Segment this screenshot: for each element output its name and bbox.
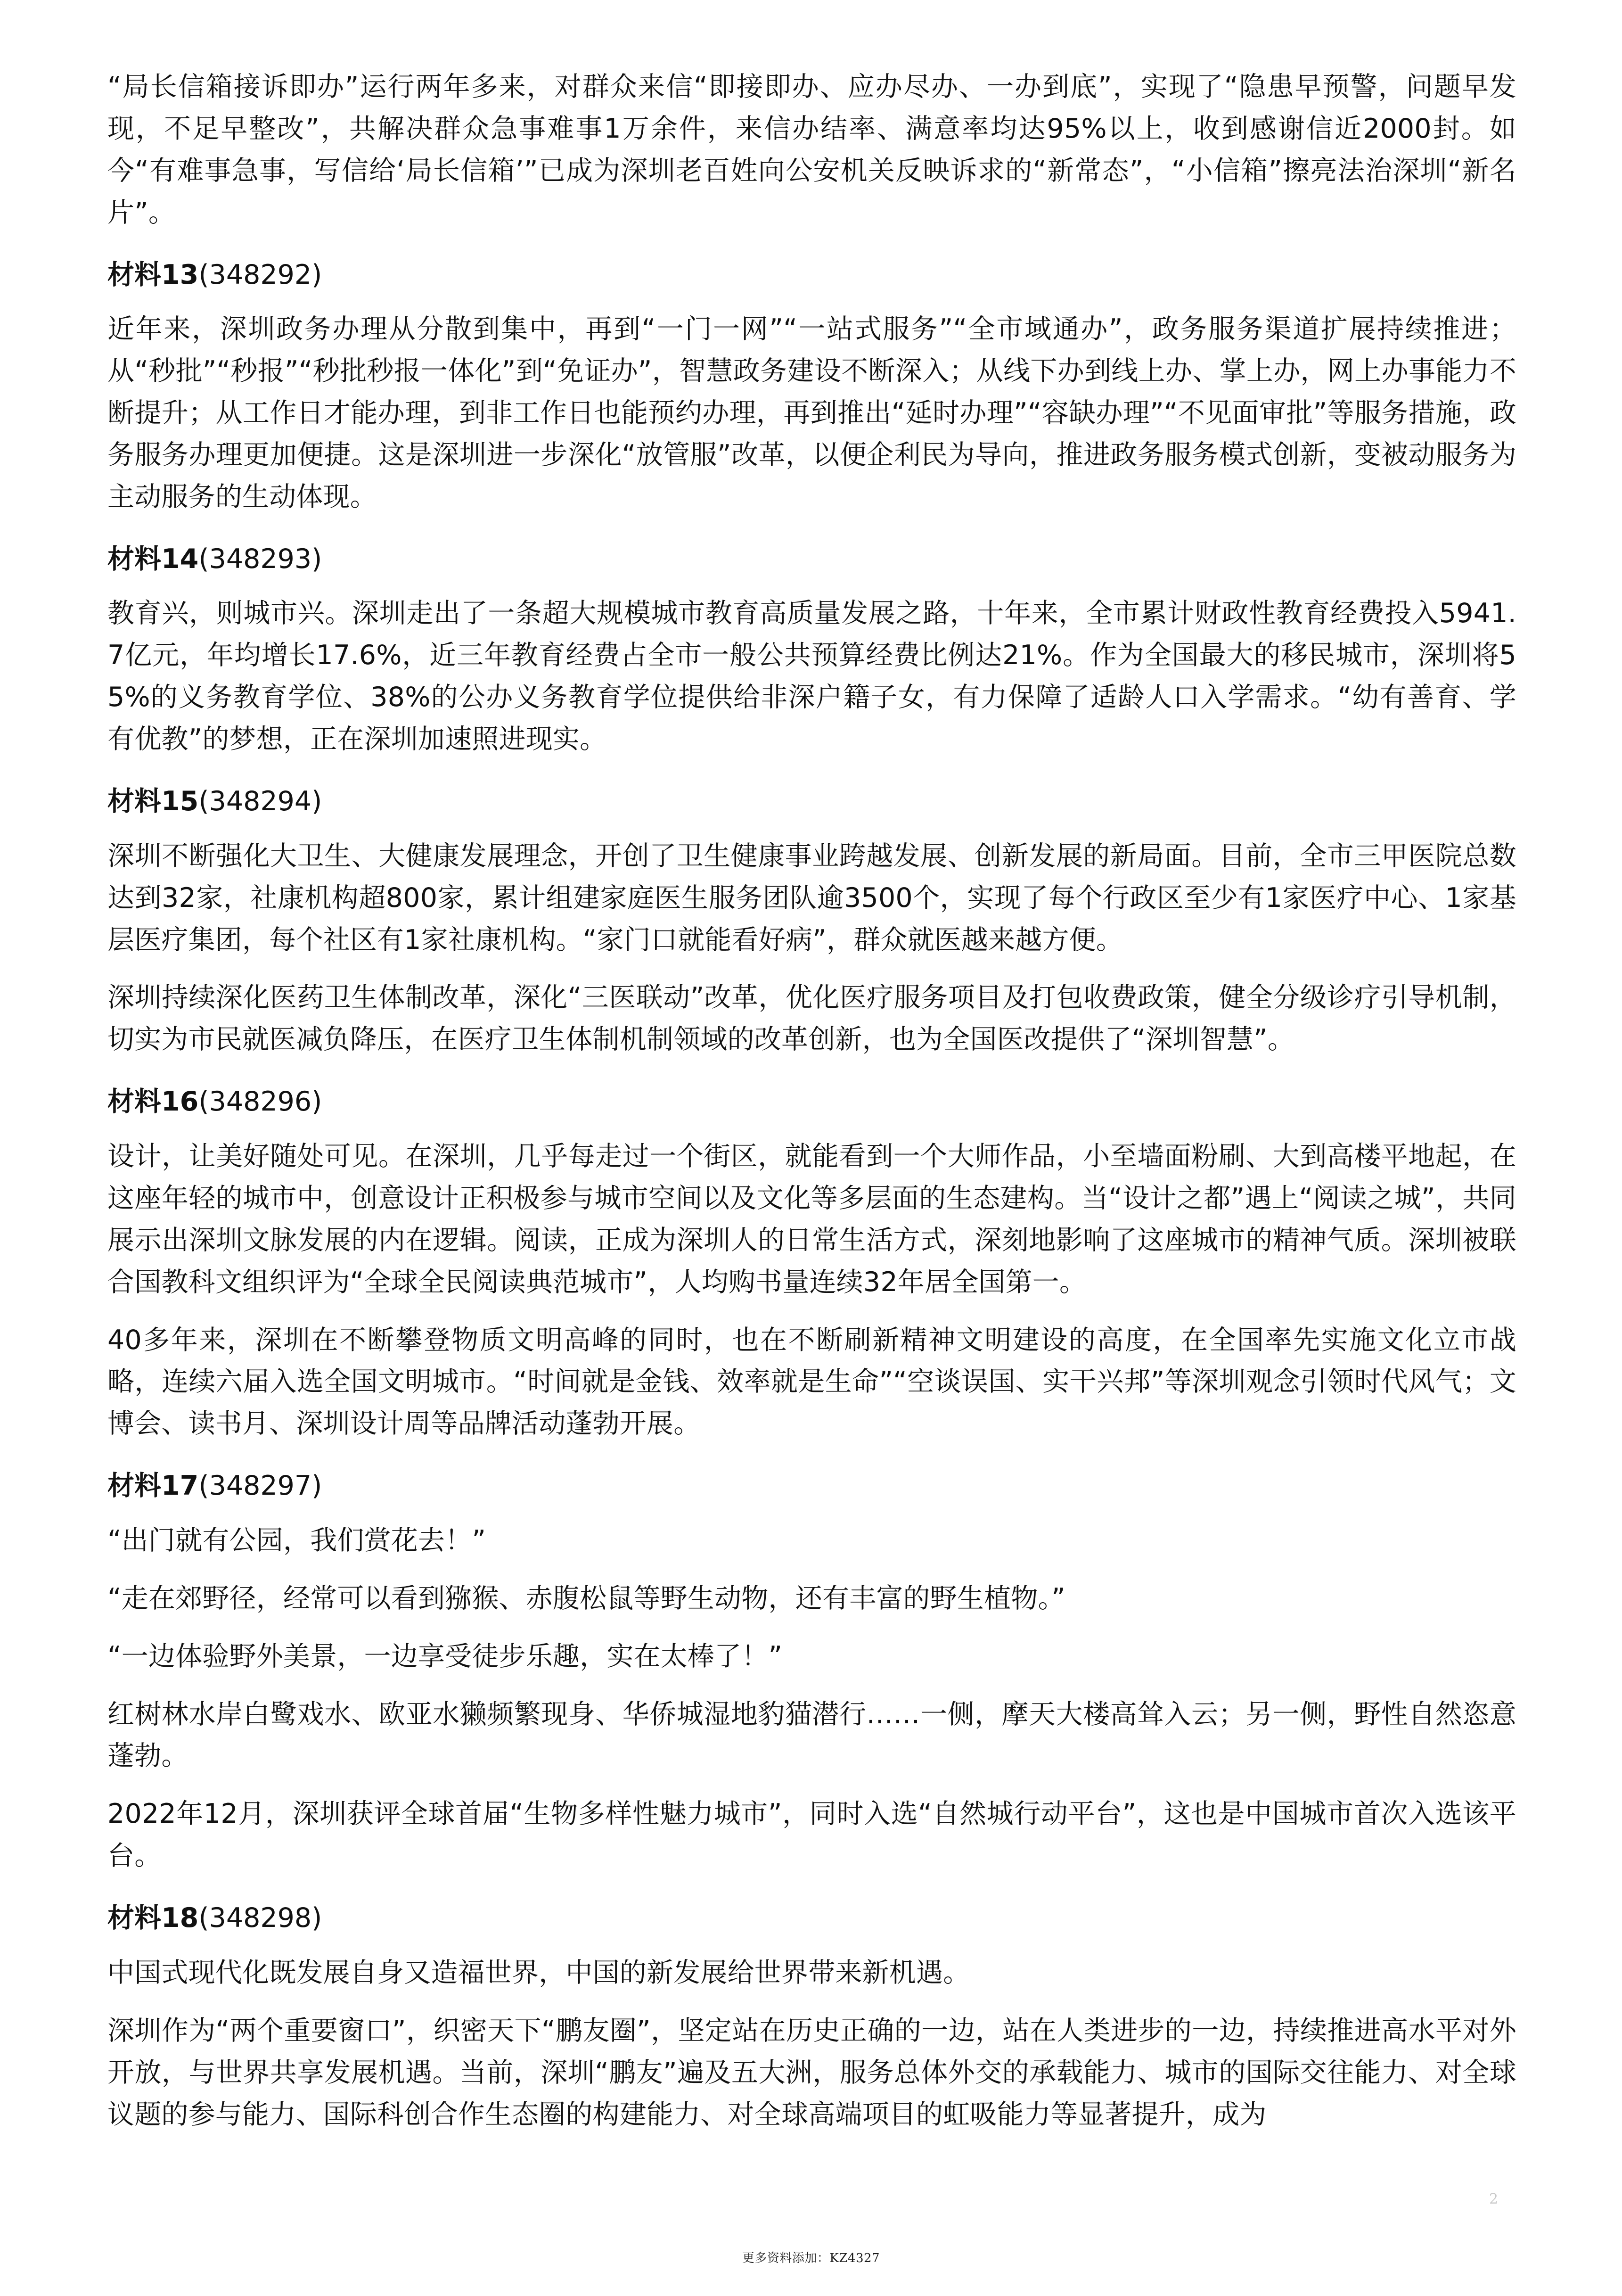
section-heading-label: 材料15 (107, 786, 199, 817)
section-heading-label: 材料18 (107, 1902, 199, 1934)
body-paragraph: 2022年12月，深圳获评全球首届“生物多样性魅力城市”，同时入选“自然城行动平台”，这也是中国城市首次入选该平台。 (107, 1798, 1516, 1872)
section-heading (107, 255, 1516, 295)
body-paragraph: 近年来，深圳政务办理从分散到集中，再到“一门一网”“一站式服务”“全市域通办”，政务服务渠道扩展持续推进；从“秒批”“秒报”“秒批秒报一体化”到“免证办”，智慧政务建设不断深入；从线下办到线上办、掌上办，网上办事能力不断提升；从工作日才能办理，到非工作日也能预约办理，再到推出“延时办理”“容缺办理”“不见面审批”等服务措施，政务服务办理更加便捷。这是深圳进一步深化“放管服”改革，以便企利民为导向，推进政务服务模式创新，变被动服务为主动服务的生动体现。 (107, 313, 1516, 512)
section-heading-code: (348293) (198, 543, 322, 575)
body-paragraph: “走在郊野径，经常可以看到猕猴、赤腹松鼠等野生动物，还有丰富的野生植物。” (107, 1582, 1065, 1614)
body-paragraph: 深圳持续深化医药卫生体制改革，深化“三医联动”改革，优化医疗服务项目及打包收费政策，健全分级诊疗引导机制，切实为市民就医减负降压，在医疗卫生体制机制领域的改革创新，也为全国医改提供了“深圳智慧”。 (107, 982, 1516, 1055)
section-heading-code: (348296) (198, 1086, 322, 1118)
body-paragraph: 教育兴，则城市兴。深圳走出了一条超大规模城市教育高质量发展之路，十年来，全市累计财政性教育经费投入5941.7亿元，年均增长17.6%，近三年教育经费占全市一般公共预算经费比例达21%。作为全国最大的移民城市，深圳将55%的义务教育学位、38%的公办义务教育学位提供给非深户籍子女，有力保障了适龄人口入学需求。“幼有善育、学有优教”的梦想，正在深圳加速照进现实。 (107, 598, 1516, 755)
footer-watermark: 更多资料添加：KZ4327 (742, 2251, 880, 2265)
body-paragraph: 深圳不断强化大卫生、大健康发展理念，开创了卫生健康事业跨越发展、创新发展的新局面。目前，全市三甲医院总数达到32家，社康机构超800家，累计组建家庭医生服务团队逾3500个，实现了每个行政区至少有1家医疗中心、1家基层医疗集团，每个社区有1家社康机构。“家门口就能看好病”，群众就医越来越方便。 (107, 840, 1516, 955)
body-paragraph: 中国式现代化既发展自身又造福世界，中国的新发展给世界带来新机遇。 (107, 1957, 970, 1988)
section-heading-code: (348298) (198, 1902, 322, 1934)
section-heading (107, 1899, 1516, 1938)
body-paragraph: “局长信箱接诉即办”运行两年多来，对群众来信“即接即办、应办尽办、一办到底”，实现了“隐患早预警，问题早发现，不足早整改”，共解决群众急事难事1万余件，来信办结率、满意率均达95%以上，收到感谢信近2000封。如今“有难事急事，写信给‘局长信箱’”已成为深圳老百姓向公安机关反映诉求的“新常态”，“小信箱”擦亮法治深圳“新名片”。 (107, 71, 1516, 228)
section-heading-label: 材料14 (107, 543, 199, 575)
section-heading (107, 1082, 1516, 1121)
section-heading-code: (348292) (198, 259, 322, 290)
body-paragraph: 40多年来，深圳在不断攀登物质文明高峰的同时，也在不断刷新精神文明建设的高度，在全国率先实施文化立市战略，连续六届入选全国文明城市。“时间就是金钱、效率就是生命”“空谈误国、实干兴邦”等深圳观念引领时代风气；文博会、读书月、深圳设计周等品牌活动蓬勃开展。 (107, 1324, 1516, 1440)
section-heading (107, 1466, 1516, 1506)
body-paragraph: 设计，让美好随处可见。在深圳，几乎每走过一个街区，就能看到一个大师作品，小至墙面粉刷、大到高楼平地起，在这座年轻的城市中，创意设计正积极参与城市空间以及文化等多层面的生态建构。当“设计之都”遇上“阅读之城”，共同展示出深圳文脉发展的内在逻辑。阅读，正成为深圳人的日常生活方式，深刻地影响了这座城市的精神气质。深圳被联合国教科文组织评为“全球全民阅读典范城市”，人均购书量连续32年居全国第一。 (107, 1140, 1516, 1298)
section-heading-code: (348294) (198, 786, 322, 817)
body-paragraph: “出门就有公园，我们赏花去！” (107, 1524, 486, 1556)
section-heading-label: 材料13 (107, 259, 199, 290)
body-paragraph: 深圳作为“两个重要窗口”，织密天下“鹏友圈”，坚定站在历史正确的一边，站在人类进步的一边，持续推进高水平对外开放，与世界共享发展机遇。当前，深圳“鹏友”遍及五大洲，服务总体外交的承载能力、城市的国际交往能力、对全球议题的参与能力、国际科创合作生态圈的构建能力、对全球高端项目的虹吸能力等显著提升，成为 (107, 2015, 1516, 2130)
body-paragraph: “一边体验野外美景，一边享受徒步乐趣，实在太棒了！” (107, 1640, 783, 1672)
section-heading-code: (348297) (198, 1470, 322, 1502)
section-heading-label: 材料16 (107, 1086, 199, 1118)
section-heading (107, 540, 1516, 579)
page-number-marker: 2 (1489, 2191, 1499, 2207)
body-paragraph: 红树林水岸白鹭戏水、欧亚水獭频繁现身、华侨城湿地豹猫潜行……一侧，摩天大楼高耸入云；另一侧，野性自然恣意蓬勃。 (107, 1698, 1516, 1772)
section-heading (107, 782, 1516, 821)
section-heading-label: 材料17 (107, 1470, 199, 1502)
document-body (107, 66, 1516, 2135)
